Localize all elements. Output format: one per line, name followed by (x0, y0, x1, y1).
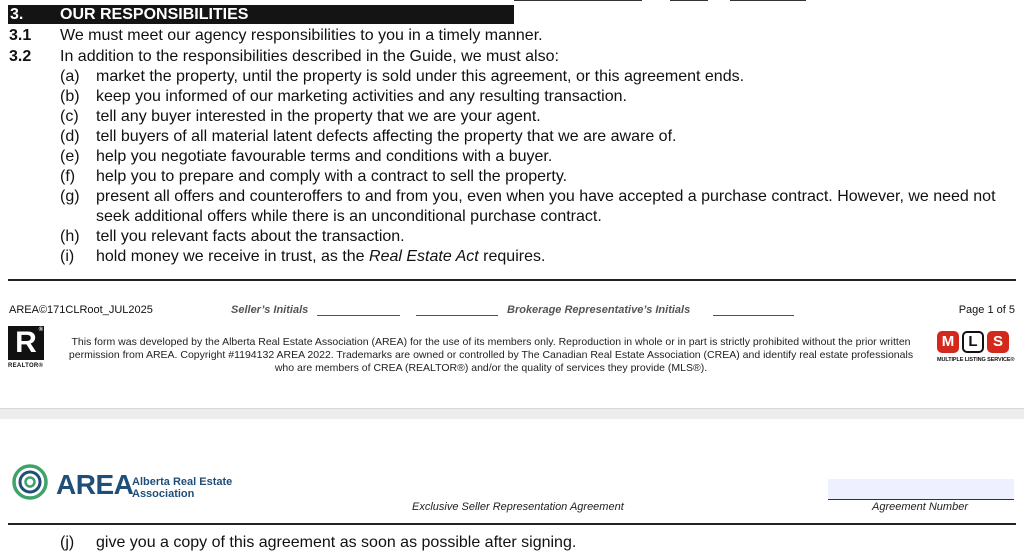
divider (8, 279, 1016, 281)
registered-mark: ® (38, 327, 43, 333)
clause-text: We must meet our agency responsibilities to you in a timely manner. (60, 27, 543, 44)
list-item (0, 107, 1024, 127)
item-label: (f) (60, 168, 76, 185)
item-label: (g) (60, 188, 80, 205)
area-name-line-2: Association (132, 488, 195, 500)
document-page-2 (0, 419, 1024, 552)
page-number: Page 1 of 5 (958, 304, 1015, 316)
item-text: market the property, until the property is sold under this agreement, or this agreement ends. (96, 68, 745, 85)
item-text: tell any buyer interested in the property that we are your agent. (96, 108, 541, 125)
responsibility-list-continued (0, 533, 1024, 553)
copyright-disclaimer: This form was developed by the Alberta Real Estate Association (AREA) for the use of its members only. Reproduction in whole or in part is strictly prohibited without the prior written permission from AREA. Copyright #1194132 AREA 2022. Trademarks are owned or controlled by The Canadian Real Estate Association (CREA) and identify real estate professionals who are members of CREA (REALTOR®) and/or the quality of services they provide (MLS®). (68, 336, 914, 374)
sellers-initials-field-2[interactable] (416, 315, 498, 316)
section-title: OUR RESPONSIBILITIES (60, 6, 249, 23)
divider (8, 523, 1016, 525)
clause-number: 3.2 (9, 48, 32, 65)
realtor-r-icon (8, 326, 44, 360)
item-label: (e) (60, 148, 80, 165)
mls-letter-s: S (987, 331, 1009, 353)
item-text: help you to prepare and comply with a contract to sell the property. (96, 168, 568, 185)
item-label: (d) (60, 128, 80, 145)
item-text: give you a copy of this agreement as soon as possible after signing. (96, 534, 577, 551)
item-text: help you negotiate favourable terms and conditions with a buyer. (96, 148, 553, 165)
item-text: present all offers and counteroffers to and from you, even when you have accepted a purchase contract. However, we need not seek additional offers while there is an unconditional purchase contract. (96, 188, 996, 225)
item-label: (a) (60, 68, 80, 85)
mls-letter-m: M (937, 331, 959, 353)
area-logo-icon (12, 464, 48, 500)
sellers-initials-field-1[interactable] (317, 315, 400, 316)
item-label: (i) (60, 248, 75, 265)
mls-letter-l: L (962, 331, 984, 353)
act-name: Real Estate Act (369, 248, 479, 265)
form-code: AREA©171CLRoot_JUL2025 (9, 304, 153, 316)
brokerage-initials-label: Brokerage Representative’s Initials (507, 304, 691, 316)
area-acronym: AREA (56, 469, 134, 500)
responsibility-list (0, 67, 1024, 267)
item-text: keep you informed of our marketing activities and any resulting transaction. (96, 88, 627, 105)
realtor-letter: R (15, 326, 37, 359)
item-label: (c) (60, 108, 79, 125)
item-label: (b) (60, 88, 80, 105)
item-label: (h) (60, 228, 80, 245)
list-item (0, 533, 1024, 553)
area-full-name (132, 476, 232, 500)
list-item (0, 67, 1024, 87)
item-text: tell you relevant facts about the transaction. (96, 228, 405, 245)
mls-logo (937, 331, 1017, 364)
clause-text: In addition to the responsibilities described in the Guide, we must also: (60, 48, 559, 65)
agreement-number-field[interactable] (828, 479, 1014, 500)
item-text-part: hold money we receive in trust, as the (96, 248, 370, 265)
mls-subtitle: MULTIPLE LISTING SERVICE® (937, 357, 1015, 363)
mls-icon (937, 331, 1017, 353)
brokerage-initials-field[interactable] (713, 315, 794, 316)
item-text-part: requires. (478, 248, 546, 265)
realtor-logo (8, 326, 48, 370)
list-item (0, 167, 1024, 187)
form-title: Exclusive Seller Representation Agreement (412, 501, 624, 513)
list-item (0, 227, 1024, 247)
realtor-word: REALTOR® (8, 363, 44, 369)
list-item (0, 247, 1024, 267)
area-name-line-1: Alberta Real Estate (132, 476, 233, 488)
sellers-initials-label: Seller’s Initials (231, 304, 309, 316)
list-item (0, 147, 1024, 167)
clause-number: 3.1 (9, 27, 32, 44)
list-item (0, 127, 1024, 147)
section-heading (8, 5, 514, 24)
list-item (0, 87, 1024, 107)
section-number: 3. (10, 6, 24, 23)
item-text (96, 247, 1018, 267)
agreement-number-label: Agreement Number (872, 501, 968, 513)
item-label: (j) (60, 534, 75, 551)
item-text: tell buyers of all material latent defects affecting the property that we are aware of. (96, 128, 677, 145)
list-item (0, 187, 1024, 227)
